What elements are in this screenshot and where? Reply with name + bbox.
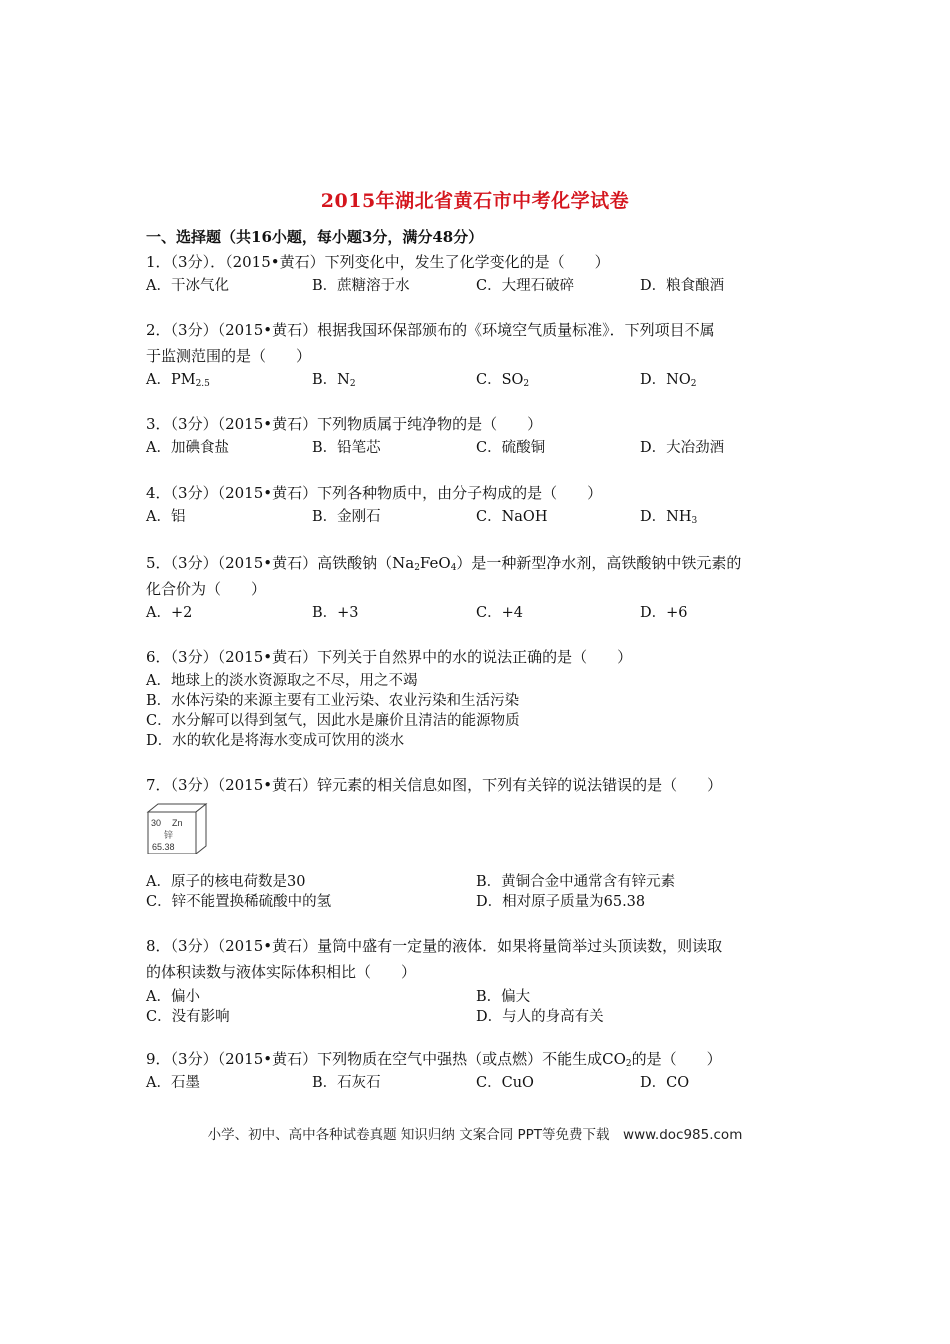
atomic-mass: 65.38 (152, 842, 175, 852)
subscript: 2 (349, 379, 356, 389)
footer-text: 小学、初中、高中各种试卷真题 知识归纳 文案合同 PPT等免费下载 www.doc985.com (207, 1127, 743, 1143)
option-text: D．NH (640, 509, 692, 525)
question-7 (146, 773, 806, 797)
subscript: 3 (691, 516, 698, 526)
options-row (146, 890, 806, 910)
subscript: 2 (523, 379, 530, 389)
option-a: A．原子的核电荷数是30 (146, 874, 306, 890)
stem-part: ）是一种新型净水剂，高铁酸钠中铁元素的 (456, 554, 742, 572)
option-d: D．相对原子质量为65.38 (476, 894, 646, 910)
option-b: B．水体污染的来源主要有工业污染、农业污染和生活污染 (146, 693, 520, 709)
option-b: B．黄铜合金中通常含有锌元素 (476, 874, 676, 890)
options-row (146, 274, 806, 296)
option-d: D．+6 (640, 605, 688, 621)
question-5 (146, 551, 806, 623)
option-b (312, 368, 356, 396)
option-a (146, 368, 210, 396)
option-text: A．PM (146, 372, 196, 388)
box-side (196, 804, 206, 854)
options-row (146, 601, 806, 623)
options-row (146, 436, 806, 458)
question-6 (146, 645, 806, 749)
options-row (146, 1071, 806, 1093)
stem-part: 9．（3分）（2015•黄石）下列物质在空气中强热（或点燃）不能生成CO (146, 1050, 626, 1068)
option-c: C．大理石破碎 (476, 278, 575, 294)
option-d (640, 368, 696, 396)
option-c: C．NaOH (476, 509, 548, 525)
option-text: D．NO (640, 372, 691, 388)
section-heading: 一、选择题（共16小题，每小题3分，满分48分） (146, 228, 484, 246)
subscript: 2 (414, 563, 420, 573)
option-d: D．大冶劲酒 (640, 440, 725, 456)
question-stem-cont: 化合价为（ ） (146, 580, 267, 598)
option-d (640, 505, 697, 533)
option-c: C．没有影响 (146, 1009, 230, 1025)
option-d: D．与人的身高有关 (476, 1009, 604, 1025)
question-1 (146, 250, 806, 296)
options-row (146, 985, 806, 1005)
question-3 (146, 412, 806, 458)
option-c: C．锌不能置换稀硫酸中的氢 (146, 894, 332, 910)
option-c: C．CuO (476, 1075, 534, 1091)
option-b: B．偏大 (476, 989, 531, 1005)
question-stem: 6．（3分）（2015•黄石）下列关于自然界中的水的说法正确的是（ ） (146, 648, 633, 666)
options-list (146, 669, 806, 749)
stem-part: FeO (419, 554, 451, 572)
subscript: 2.5 (195, 379, 210, 389)
question-4 (146, 481, 806, 527)
zinc-element-figure (146, 802, 208, 854)
question-2 (146, 318, 806, 390)
option-a: A．加碘食盐 (146, 440, 229, 456)
options-row (146, 870, 806, 890)
subscript: 4 (450, 563, 457, 573)
option-text: B．N (312, 372, 350, 388)
subscript: 2 (690, 379, 697, 389)
atomic-number: 30 (151, 818, 162, 828)
option-a: A．地球上的淡水资源取之不尽，用之不竭 (146, 673, 418, 689)
question-stem-cont: 于监测范围的是（ ） (146, 347, 312, 365)
option-a: A．铝 (146, 509, 186, 525)
option-c: C．水分解可以得到氢气，因此水是廉价且清洁的能源物质 (146, 713, 520, 729)
option-b: B．铅笔芯 (312, 440, 381, 456)
option-a: A．干冰气化 (146, 278, 229, 294)
question-8 (146, 934, 806, 1025)
option-d: D．CO (640, 1075, 690, 1091)
exam-title: 2015年湖北省黄石市中考化学试卷 (320, 190, 630, 212)
question-stem (146, 1047, 806, 1071)
stem-part: 5．（3分）（2015•黄石）高铁酸钠（Na (146, 554, 415, 572)
option-text: C．SO (476, 372, 524, 388)
option-b: B．蔗糖溶于水 (312, 278, 410, 294)
element-symbol: Zn (172, 818, 183, 828)
question-stem: 1．（3分）．（2015•黄石）下列变化中，发生了化学变化的是（ ） (146, 253, 610, 271)
option-c: C．+4 (476, 605, 523, 621)
option-a: A．石墨 (146, 1075, 200, 1091)
option-a: A．+2 (146, 605, 193, 621)
option-d: D．粮食酿酒 (640, 278, 725, 294)
element-name: 锌 (164, 831, 174, 841)
option-a: A．偏小 (146, 989, 200, 1005)
question-7-options (146, 870, 806, 910)
stem-part: 的是（ ） (631, 1050, 722, 1068)
option-c (476, 368, 529, 396)
question-stem: 4．（3分）（2015•黄石）下列各种物质中，由分子构成的是（ ） (146, 484, 603, 502)
question-stem: 3．（3分）（2015•黄石）下列物质属于纯净物的是（ ） (146, 415, 543, 433)
question-stem: 7．（3分）（2015•黄石）锌元素的相关信息如图，下列有关锌的说法错误的是（ ） (146, 776, 723, 794)
options-row (146, 505, 806, 527)
option-b: B．+3 (312, 605, 359, 621)
question-stem: 8．（3分）（2015•黄石）量筒中盛有一定量的液体．如果将量筒举过头顶读数，则读取 (146, 937, 723, 955)
option-b: B．金刚石 (312, 509, 381, 525)
subscript: 2 (625, 1059, 632, 1069)
question-9 (146, 1047, 806, 1093)
option-c: C．硫酸铜 (476, 440, 546, 456)
question-stem-cont: 的体积读数与液体实际体积相比（ ） (146, 963, 417, 981)
question-stem (146, 551, 806, 577)
option-b: B．石灰石 (312, 1075, 381, 1091)
options-row (146, 368, 806, 390)
question-stem: 2．（3分）（2015•黄石）根据我国环保部颁布的《环境空气质量标准》．下列项目不属 (146, 321, 715, 339)
option-d: D．水的软化是将海水变成可饮用的淡水 (146, 733, 405, 749)
options-row (146, 1005, 806, 1025)
